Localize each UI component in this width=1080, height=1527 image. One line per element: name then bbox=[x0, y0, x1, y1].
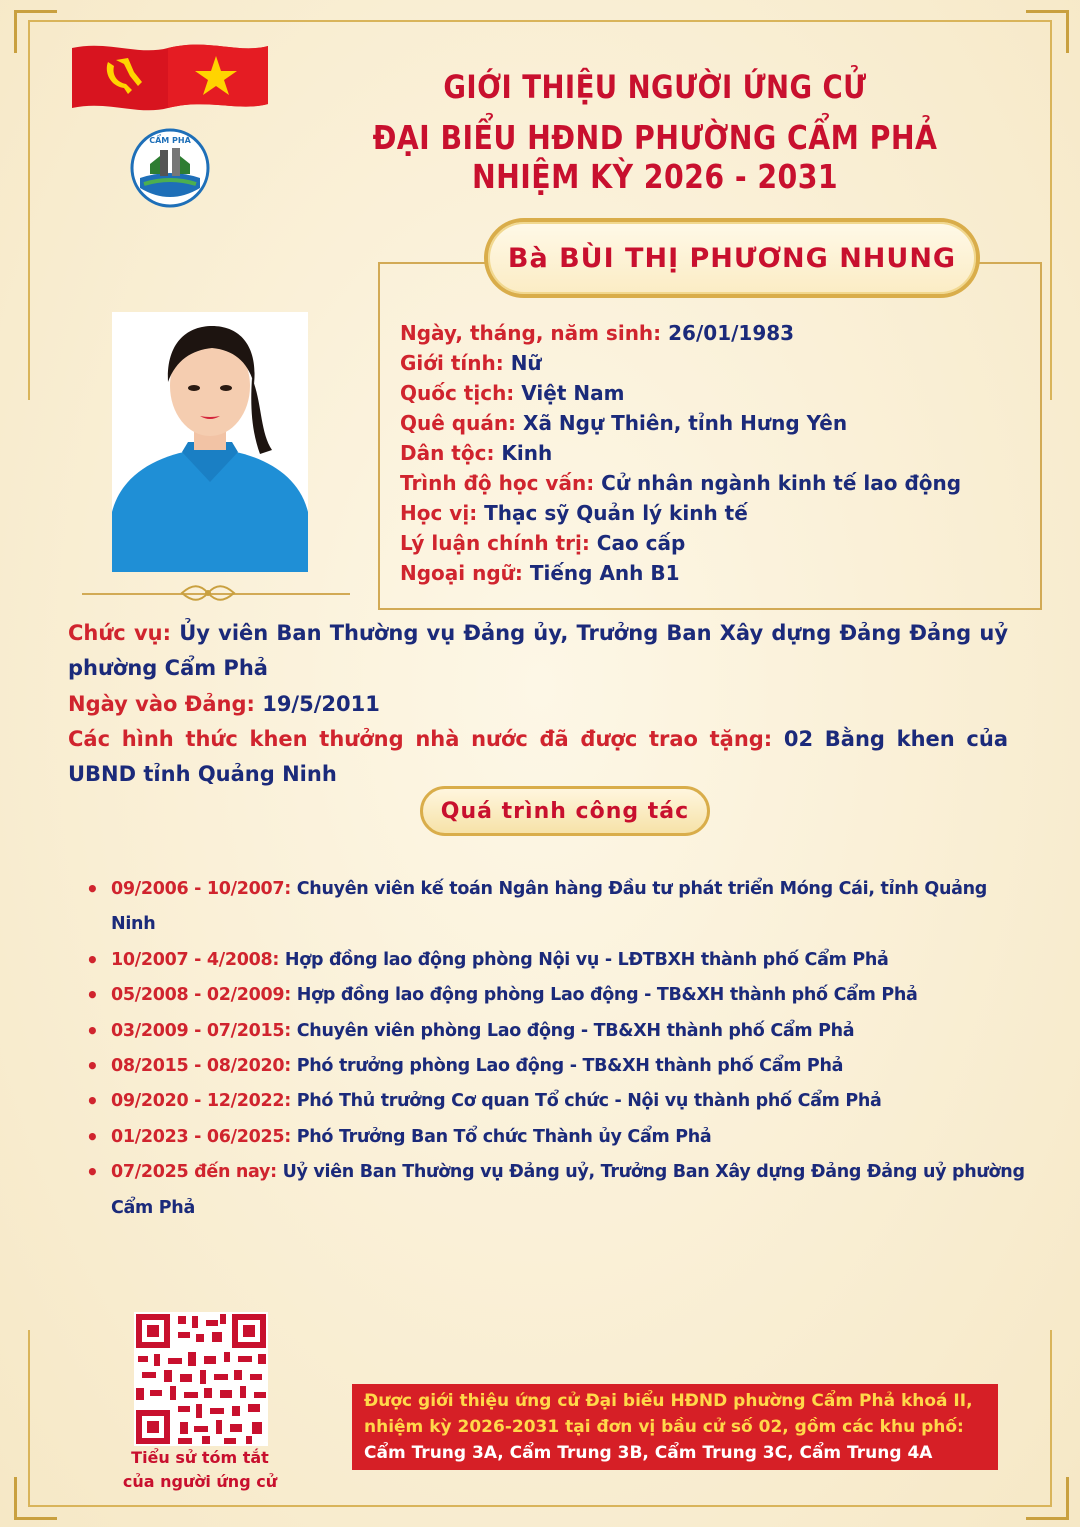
work-period: 08/2015 - 08/2020: bbox=[111, 1056, 291, 1077]
awards-paragraph bbox=[68, 722, 1008, 792]
list-item bbox=[86, 1014, 1036, 1049]
qr-caption bbox=[100, 1446, 300, 1494]
election-notice-box bbox=[352, 1384, 998, 1470]
party-date-value: 19/5/2011 bbox=[254, 692, 380, 716]
info-row-ethnicity bbox=[400, 438, 1030, 468]
qr-code-icon bbox=[134, 1312, 268, 1446]
candidate-portrait-icon bbox=[112, 312, 308, 572]
work-role: Hợp đồng lao động phòng Nội vụ - LĐTBXH thành phố Cẩm Phả bbox=[279, 949, 889, 970]
list-item bbox=[86, 943, 1036, 978]
info-label: Dân tộc: bbox=[400, 441, 495, 465]
list-item bbox=[86, 1155, 1036, 1226]
work-role: Uỷ viên Ban Thường vụ Đảng uỷ, Trưởng Ban Xây dựng Đảng Đảng uỷ phường Cẩm Phả bbox=[111, 1162, 1025, 1218]
work-role: Hợp đồng lao động phòng Lao động - TB&XH thành phố Cẩm Phả bbox=[290, 985, 918, 1006]
party-date-paragraph bbox=[68, 687, 1008, 722]
position-value: Ủy viên Ban Thường vụ Đảng ủy, Trưởng Ban Xây dựng Đảng Đảng uỷ phường Cẩm Phả bbox=[68, 621, 1009, 680]
list-item bbox=[86, 1120, 1036, 1155]
info-label: Ngoại ngữ: bbox=[400, 561, 523, 585]
list-item bbox=[86, 872, 1036, 943]
work-history-badge bbox=[420, 786, 710, 836]
info-row-hometown bbox=[400, 408, 1030, 438]
frame-left-line bbox=[28, 20, 30, 400]
candidate-name: Bà BÙI THỊ PHƯƠNG NHUNG bbox=[507, 242, 957, 274]
candidate-photo bbox=[112, 312, 308, 572]
candidate-name-badge bbox=[484, 218, 980, 298]
info-value: 26/01/1983 bbox=[661, 321, 795, 345]
info-value: Kinh bbox=[494, 441, 553, 465]
notice-line1: Được giới thiệu ứng cử Đại biểu HĐND phường Cẩm Phả khoá II, bbox=[364, 1391, 973, 1411]
frame-corner-bl bbox=[14, 1477, 57, 1520]
info-label: Lý luận chính trị: bbox=[400, 531, 590, 555]
work-period: 10/2007 - 4/2008: bbox=[111, 949, 280, 970]
poster-title-line1: GIỚI THIỆU NGƯỜI ỨNG CỬ bbox=[443, 68, 867, 106]
info-value: Việt Nam bbox=[514, 381, 625, 405]
party-and-national-flag-icon bbox=[68, 42, 272, 114]
work-history-list bbox=[86, 872, 1036, 1226]
work-role: Phó Thủ trưởng Cơ quan Tổ chức - Nội vụ thành phố Cẩm Phả bbox=[290, 1091, 882, 1112]
info-row-nationality bbox=[400, 378, 1030, 408]
frame-corner-tr bbox=[1026, 10, 1069, 53]
work-period: 09/2006 - 10/2007: bbox=[111, 879, 291, 899]
ornament-icon bbox=[178, 582, 238, 604]
info-value: Cử nhân ngành kinh tế lao động bbox=[594, 471, 962, 495]
candidate-info-list bbox=[400, 318, 1030, 588]
work-period: 07/2025 đến nay: bbox=[111, 1162, 277, 1183]
info-label: Trình độ học vấn: bbox=[400, 471, 595, 495]
info-value: Xã Ngự Thiên, tỉnh Hưng Yên bbox=[516, 411, 848, 435]
position-paragraph bbox=[68, 616, 1008, 686]
list-item bbox=[86, 1049, 1036, 1084]
notice-line3: Cẩm Trung 3A, Cẩm Trung 3B, Cẩm Trung 3C, Cẩm Trung 4A bbox=[364, 1443, 933, 1463]
notice-line2: nhiệm kỳ 2026-2031 tại đơn vị bầu cử số 02, gồm các khu phố: bbox=[364, 1417, 964, 1437]
info-value: Nữ bbox=[503, 351, 542, 375]
qr-caption-line2: của người ứng cử bbox=[122, 1472, 278, 1491]
work-role: Phó trưởng phòng Lao động - TB&XH thành phố Cẩm Phả bbox=[290, 1056, 844, 1077]
info-label: Giới tính: bbox=[400, 351, 504, 375]
work-period: 05/2008 - 02/2009: bbox=[111, 985, 291, 1006]
position-label: Chức vụ: bbox=[68, 621, 171, 645]
work-period: 09/2020 - 12/2022: bbox=[111, 1091, 291, 1112]
info-label: Quê quán: bbox=[400, 411, 517, 435]
cam-pha-logo-icon bbox=[130, 128, 210, 208]
biography-qr-code[interactable] bbox=[134, 1312, 268, 1446]
frame-right-line bbox=[1050, 20, 1052, 400]
info-label: Quốc tịch: bbox=[400, 381, 515, 405]
frame-top-line bbox=[28, 20, 1052, 22]
frame-bottom-line bbox=[28, 1505, 1052, 1507]
work-period: 03/2009 - 07/2015: bbox=[111, 1020, 291, 1041]
info-row-degree bbox=[400, 498, 1030, 528]
frame-corner-tl bbox=[14, 10, 57, 53]
awards-value: 02 Bằng khen của UBND tỉnh Quảng Ninh bbox=[68, 727, 1008, 786]
work-role: Phó Trưởng Ban Tổ chức Thành ủy Cẩm Phả bbox=[290, 1126, 712, 1147]
party-date-label: Ngày vào Đảng: bbox=[68, 692, 255, 716]
info-value: Cao cấp bbox=[589, 531, 686, 555]
qr-caption-line1: Tiểu sử tóm tắt bbox=[131, 1448, 269, 1467]
info-label: Học vị: bbox=[400, 501, 478, 525]
list-item bbox=[86, 1084, 1036, 1119]
work-role: Chuyên viên kế toán Ngân hàng Đầu tư phát triển Móng Cái, tỉnh Quảng Ninh bbox=[111, 879, 988, 935]
work-period: 01/2023 - 06/2025: bbox=[111, 1126, 291, 1147]
work-history-title: Quá trình công tác bbox=[440, 798, 690, 824]
logo-text: CẨM PHẢ bbox=[149, 136, 191, 145]
info-value: Thạc sỹ Quản lý kinh tế bbox=[477, 501, 748, 525]
frame-corner-br bbox=[1026, 1477, 1069, 1520]
info-row-political-theory bbox=[400, 528, 1030, 558]
info-row-gender bbox=[400, 348, 1030, 378]
info-row-education bbox=[400, 468, 1030, 498]
work-role: Chuyên viên phòng Lao động - TB&XH thành phố Cẩm Phả bbox=[290, 1020, 855, 1041]
list-item bbox=[86, 978, 1036, 1013]
poster-title-line2: ĐẠI BIỂU HĐND PHƯỜNG CẨM PHẢ NHIỆM KỲ 2026 - 2031 bbox=[372, 118, 938, 196]
info-row-birthdate bbox=[400, 318, 1030, 348]
awards-label: Các hình thức khen thưởng nhà nước đã được trao tặng: bbox=[68, 727, 773, 751]
info-value: Tiếng Anh B1 bbox=[522, 561, 680, 585]
info-row-language bbox=[400, 558, 1030, 588]
info-label: Ngày, tháng, năm sinh: bbox=[400, 321, 662, 345]
